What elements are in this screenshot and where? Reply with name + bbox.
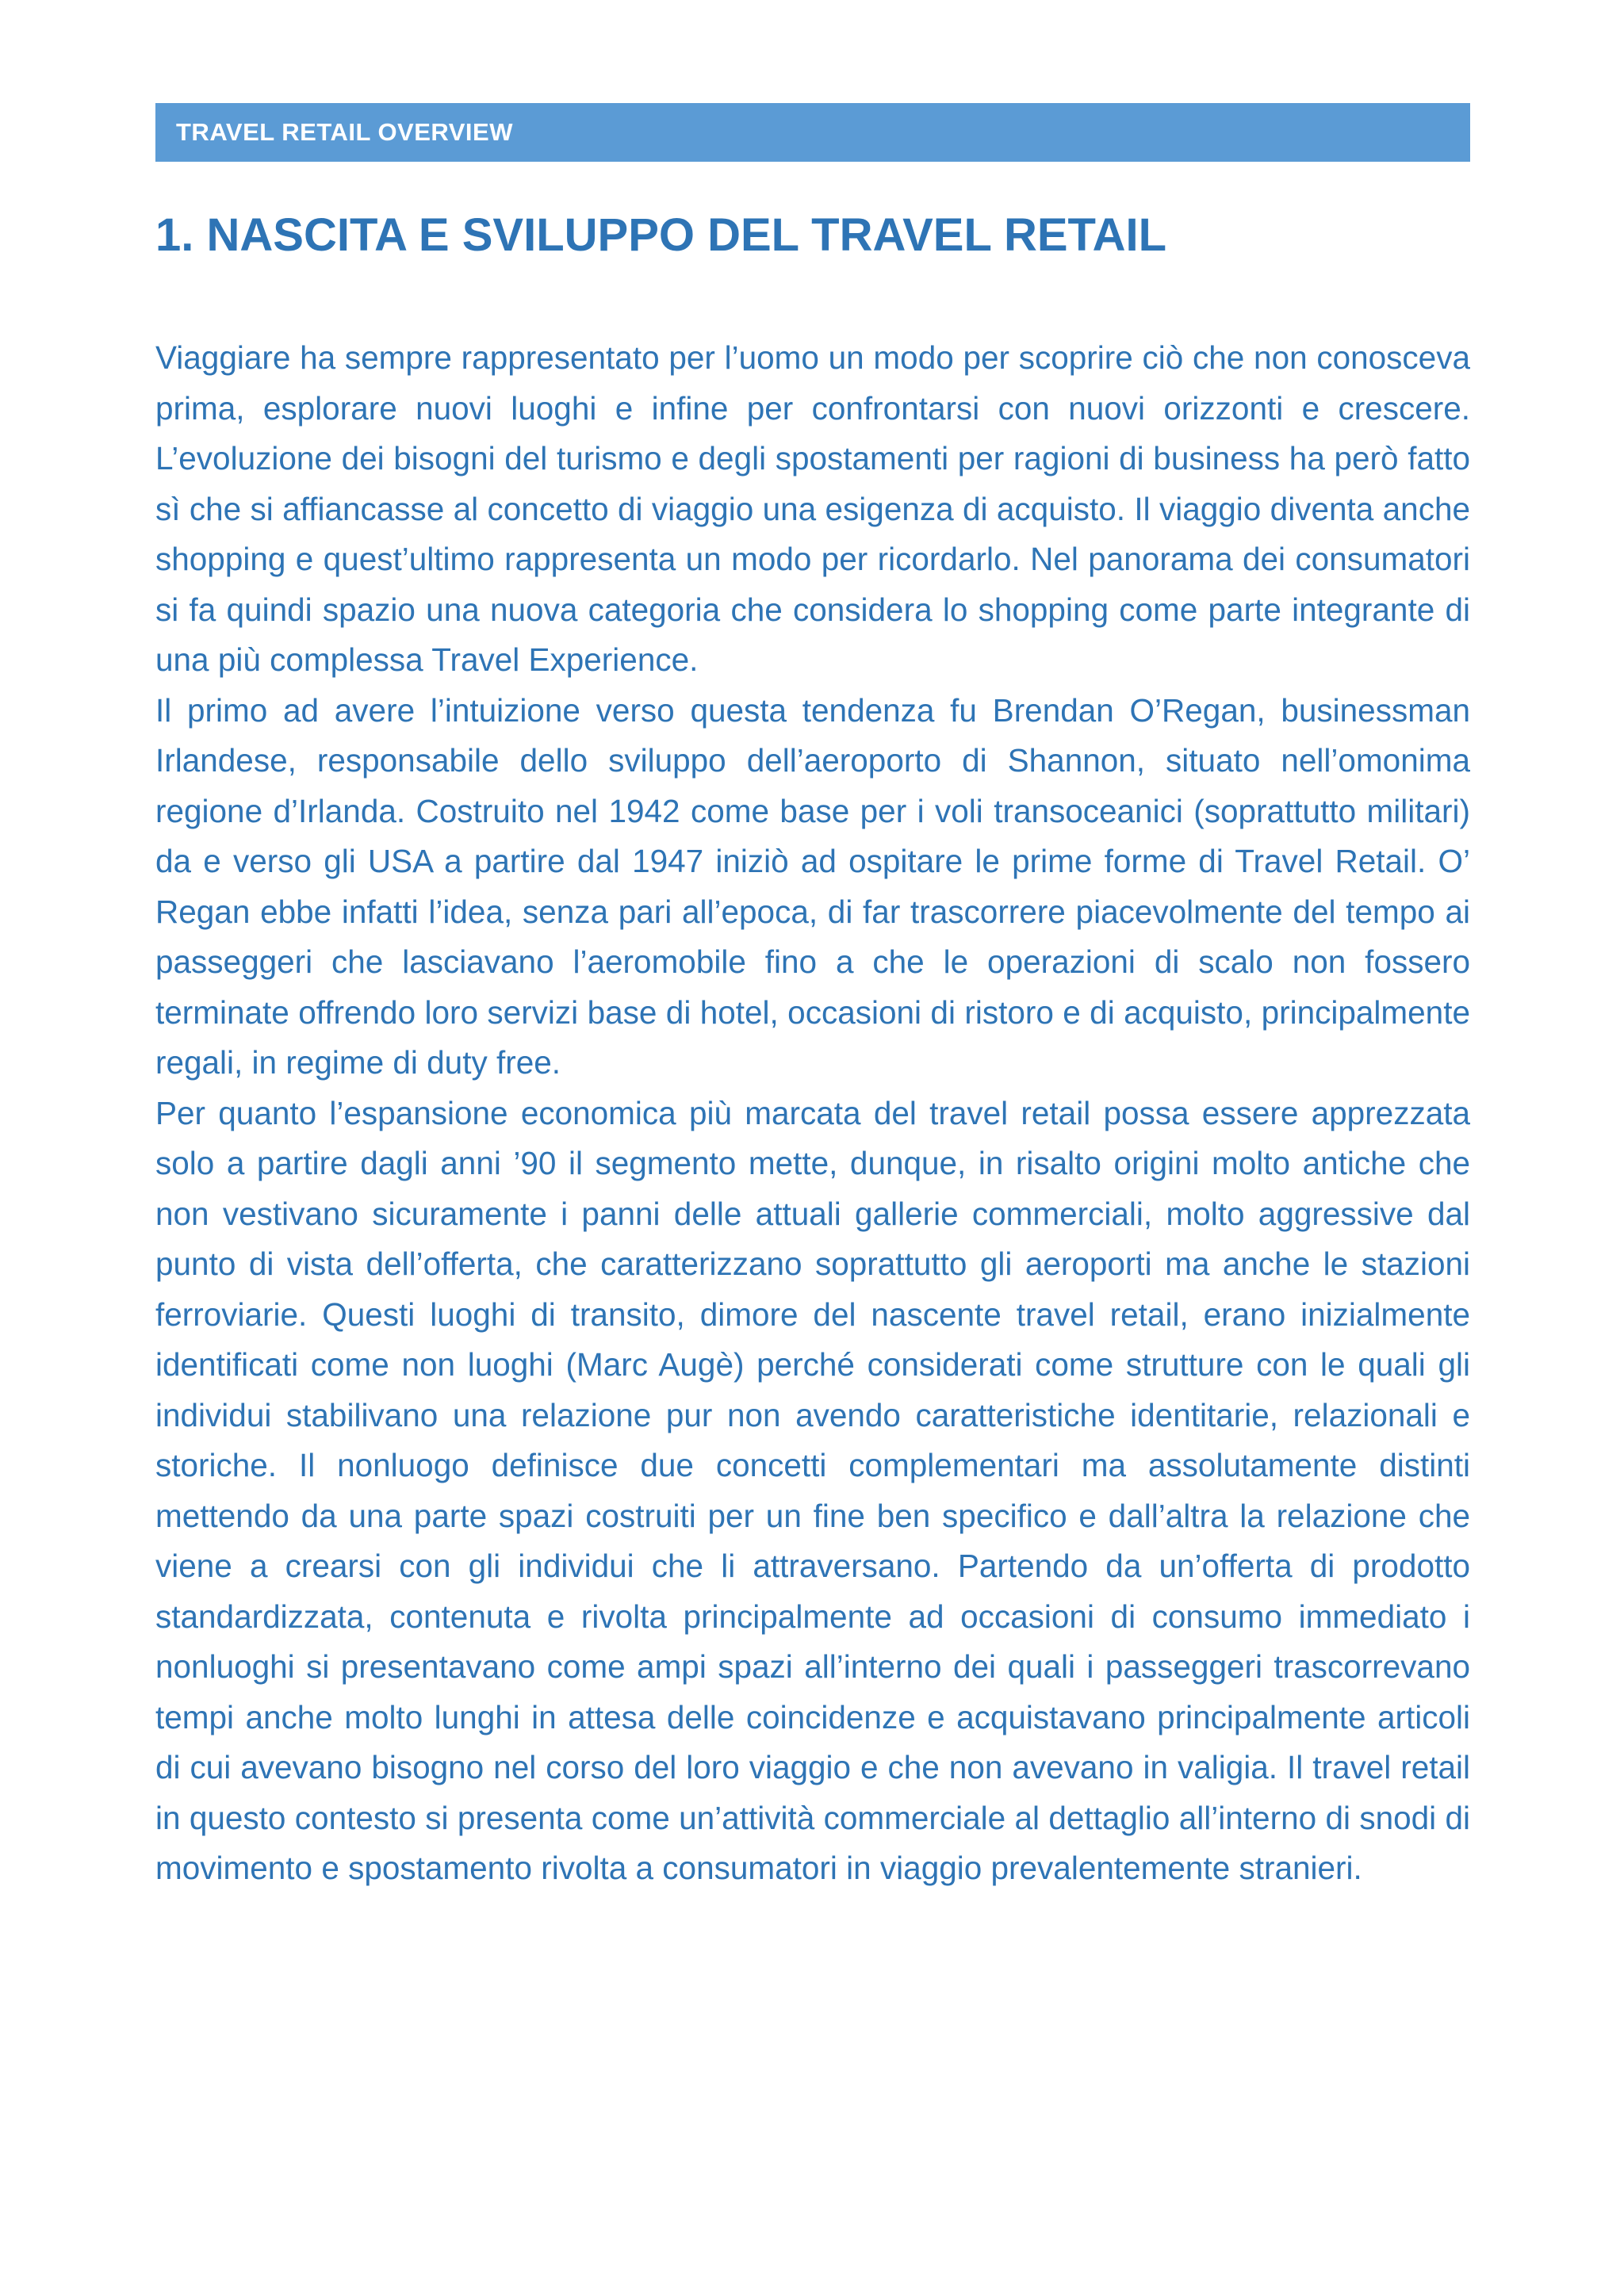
paragraph-intro: Viaggiare ha sempre rappresentato per l’uomo un modo per scoprire ciò che non conosceva prima, esplorare nuovi luoghi e infine per confrontarsi con nuovi orizzonti e crescere. L’evoluzione dei bisogni del turismo e degli spostamenti per ragioni di business ha però fatto sì che si affiancasse al concetto di viaggio una esigenza di acquisto. Il viaggio diventa anche shopping e quest’ultimo rappresenta un modo per ricordarlo. Nel panorama dei consumatori si fa quindi spazio una nuova categoria che considera lo shopping come parte integrante di una più complessa Travel Experience. xyxy=(155,339,1470,678)
section-title: 1. NASCITA E SVILUPPO DEL TRAVEL RETAIL xyxy=(155,209,1167,261)
header-label: TRAVEL RETAIL OVERVIEW xyxy=(176,118,513,146)
paragraph-oregan: Il primo ad avere l’intuizione verso questa tendenza fu Brendan O’Regan, businessman Irlandese, responsabile dello sviluppo dell’aeroporto di Shannon, situato nell’omonima regione d’Irlanda. Costruito nel 1942 come base per i voli transoceanici (soprattutto militari) da e verso gli USA a partire dal 1947 iniziò ad ospitare le prime forme di Travel Retail. O’ Regan ebbe infatti l’idea, senza pari all’epoca, di far trascorrere piacevolmente del tempo ai passeggeri che lasciavano l’aeromobile fino a che le operazioni di scalo non fossero terminate offrendo loro servizi base di hotel, occasioni di ristoro e di acquisto, principalmente regali, in regime di duty free. xyxy=(155,691,1470,1081)
paragraph-expansion: Per quanto l’espansione economica più marcata del travel retail possa essere apprezzata solo a partire dagli anni ’90 il segmento mette, dunque, in risalto origini molto antiche che non vestivano sicuramente i panni delle attuali gallerie commerciali, molto aggressive dal punto di vista dell’offerta, che caratterizzano soprattutto gli aeroporti ma anche le stazioni ferroviarie. Questi luoghi di transito, dimore del nascente travel retail, erano inizialmente identificati come non luoghi (Marc Augè) perché considerati come strutture con le quali gli individui stabilivano una relazione pur non avendo caratteristiche identitarie, relazionali e storiche. Il nonluogo definisce due concetti complementari ma assolutamente distinti mettendo da una parte spazi costruiti per un fine ben specifico e dall’altra la relazione che viene a crearsi con gli individui che li attraversano. Partendo da un’offerta di prodotto standardizzata, contenuta e rivolta principalmente ad occasioni di consumo immediato i nonluoghi si presentavano come ampi spazi all’interno dei quali i passeggeri trascorrevano tempi anche molto lunghi in attesa delle coincidenze e acquistavano principalmente articoli di cui avevano bisogno nel corso del loro viaggio e che non avevano in valigia. Il travel retail in questo contesto si presenta come un’attività commerciale al dettaglio all’interno di snodi di movimento e spostamento rivolta a consumatori in viaggio prevalentemente stranieri. xyxy=(155,1094,1470,1886)
header-bar xyxy=(155,103,1470,162)
body-text xyxy=(155,333,1470,1894)
